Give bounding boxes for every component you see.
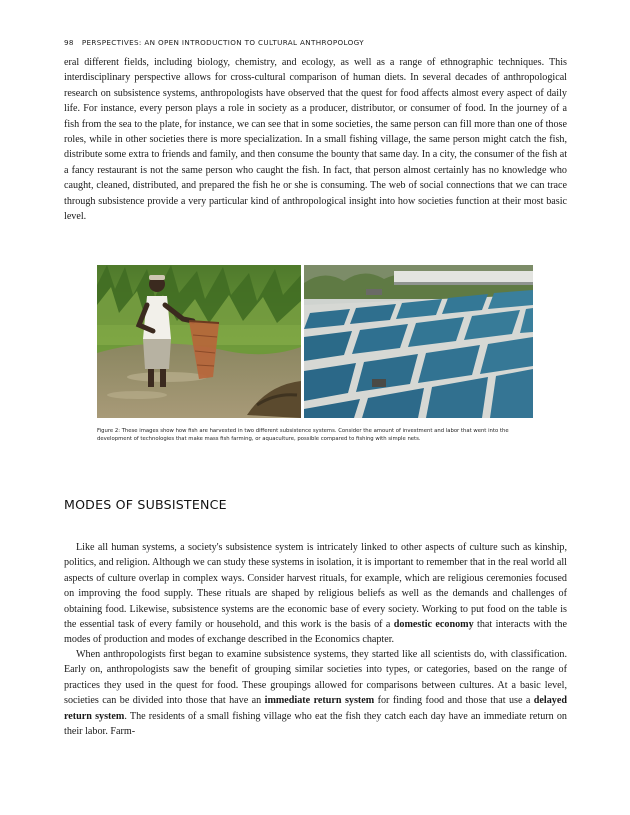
- figure-2: [97, 265, 533, 418]
- paragraph-3-text-middle: for finding food and those that use a: [374, 695, 534, 707]
- photo-fish-farm: [304, 265, 533, 418]
- page-number: 98: [64, 38, 74, 47]
- term-immediate-return-system: immediate return system: [264, 695, 375, 707]
- section-heading: MODES OF SUBSISTENCE: [64, 497, 227, 512]
- body-paragraph-2: [64, 540, 567, 648]
- running-header: [64, 38, 364, 47]
- body-paragraph-3: [64, 647, 567, 739]
- term-delayed-return-system: delayed return system: [64, 695, 567, 722]
- photo-net-fishing: [97, 265, 301, 418]
- paragraph-3-text-end: . The residents of a small fishing village who eat the fish they catch each day have an immediate return on their labor. Farm-: [64, 710, 567, 738]
- paragraph-3-text-start: When anthropologists first began to examine subsistence systems, they started like all scientists do, with classification. Early on, anthropologists saw the benefit of grouping similar societies into types, or categories, based on the range of practices they used in the quest for food. These groupings allowed for comparisons between cultures. At a basic level, societies can be divided into those that have an: [64, 649, 567, 707]
- running-title: PERSPECTIVES: AN OPEN INTRODUCTION TO CULTURAL ANTHROPOLOGY: [81, 38, 364, 47]
- figure-caption: Figure 2: These images show how fish are harvested in two different subsistence systems. Consider the amount of investment and labor that went into the development of technologies that make mass fish farming, or aquaculture, possible compared to fishing with simple nets.: [97, 428, 509, 443]
- paragraph-2-text-start: Like all human systems, a society's subsistence system is intricately linked to other aspects of culture such as kinship, politics, and religion. Although we can study these systems in isolation, it is important to remember that in the real world all aspects of culture overlap in complex ways. Consider harvest rituals, for example, which are religious ceremonies focused on improving the food supply. These rituals are shaped by religious beliefs as well as the demands and challenges of obtaining food. Likewise, subsistence systems are the economic base of every society. Working to put food on the table is the essential task of every family or household, and this work is the basis of a: [64, 542, 567, 631]
- body-paragraph-1: eral different fields, including biology, chemistry, and ecology, as well as a range of ethnographic techniques. This interdisciplinary perspective allows for cross-cultural comparison of human diets. In several decades of anthropological research on subsistence systems, anthropologists have observed that the quest for food affects almost every aspect of daily life. For instance, every person plays a role in society as a producer, distributor, or consumer of food. In the journey of a fish from the sea to the plate, for instance, we can see that in some societies, the same person can fill more than one of those roles, while in other societies there is more specialization. In a small fishing village, the same person might catch the fish, distribute some extra to friends and family, and then consume the bounty that same day. In a city, the consumer of the fish at a fancy restaurant is not the same person who caught the fish. In fact, that person almost certainly has no knowledge who caught, cleaned, distributed, and prepared the fish he or she is consuming. The web of social connections that we can trace through subsistence provide a very particular kind of anthropological insight into how societies function at their most basic level.: [64, 57, 568, 223]
- paragraph-2-text-end: that interacts with the modes of production and modes of exchange described in the Economics chapter.: [64, 619, 567, 646]
- term-domestic-economy: domestic economy: [393, 619, 474, 631]
